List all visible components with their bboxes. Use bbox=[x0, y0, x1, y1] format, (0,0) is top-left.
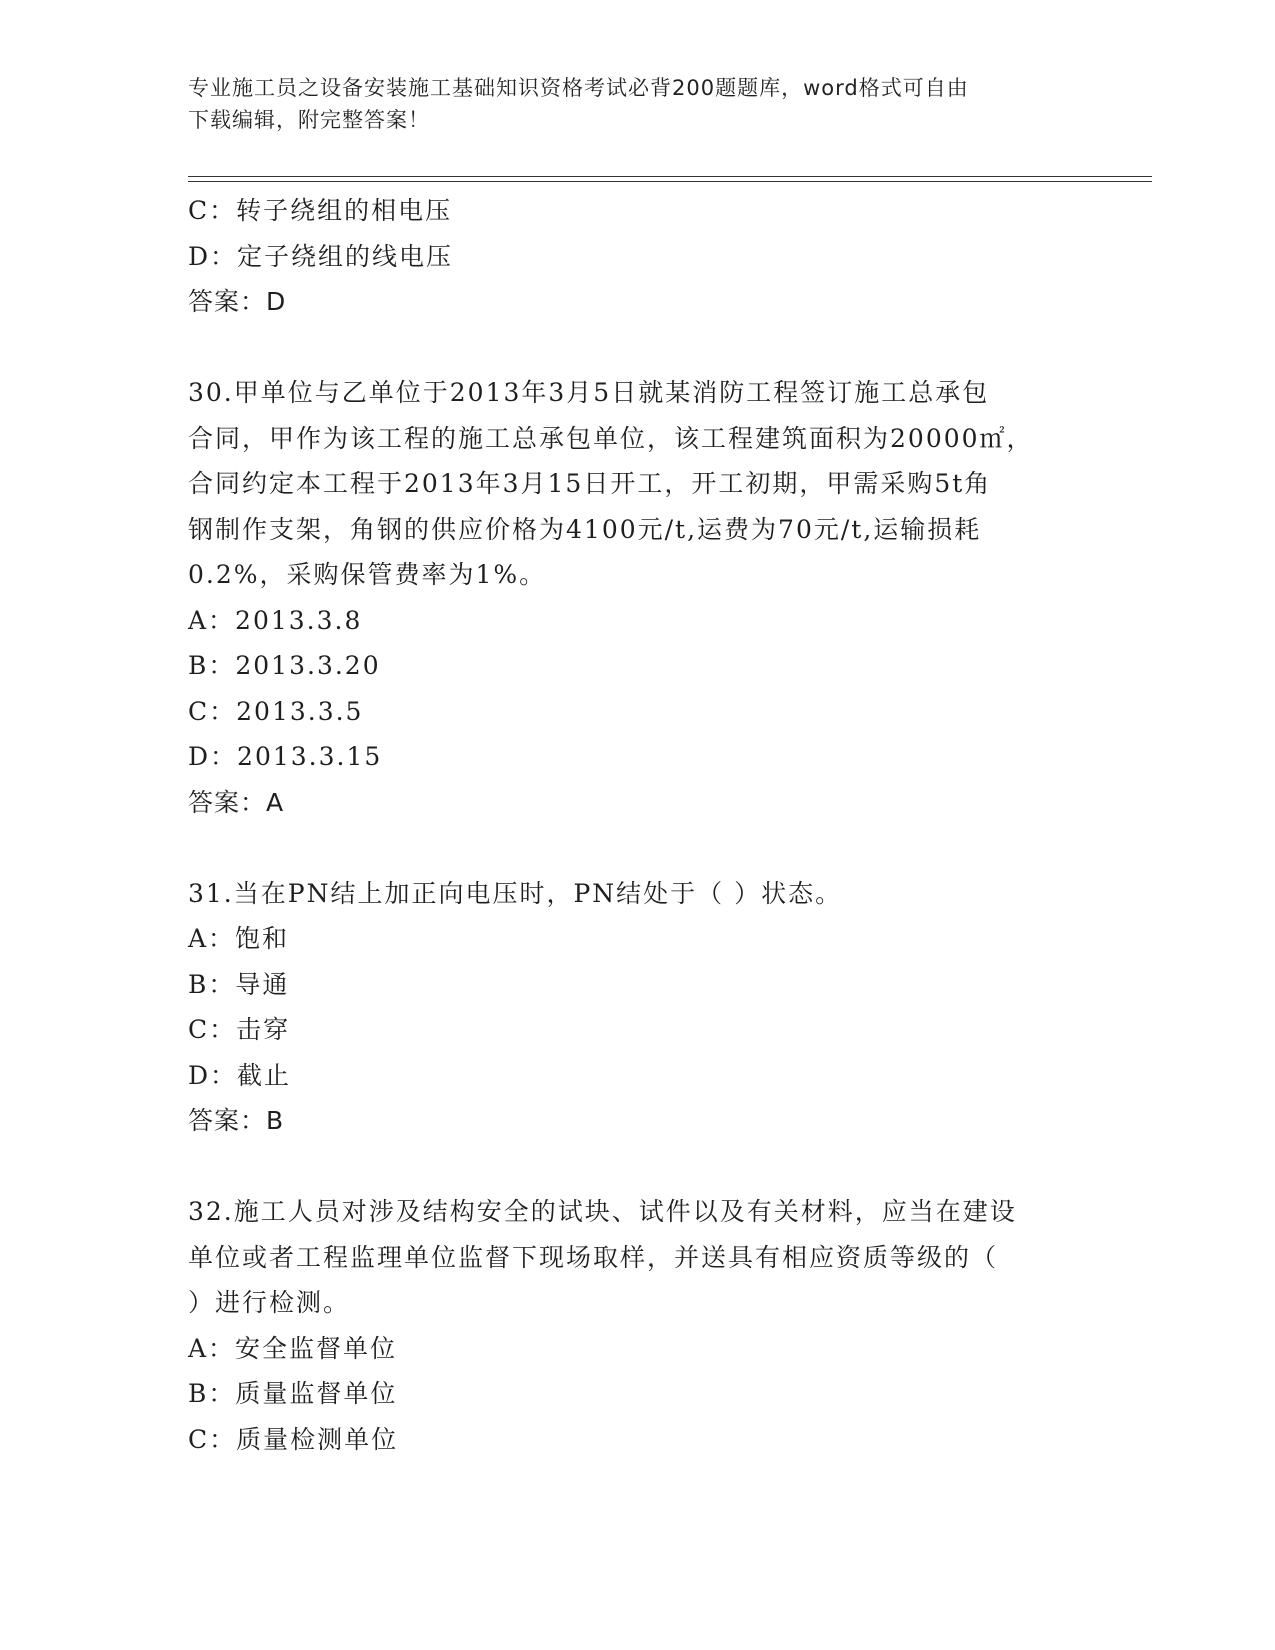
q30-option-c: C：2013.3.5 bbox=[188, 696, 364, 726]
question-31 bbox=[188, 871, 1088, 1144]
q31-option-b: B：导通 bbox=[188, 969, 290, 999]
header-line-2: 下载编辑，附完整答案！ bbox=[188, 108, 430, 132]
question-30 bbox=[188, 370, 1088, 825]
q30-text-line-4: 钢制作支架，角钢的供应价格为4100元/t,运费为70元/t,运输损耗 bbox=[188, 514, 982, 544]
document-header bbox=[188, 72, 1068, 136]
header-divider-bottom bbox=[188, 181, 1152, 182]
prev-option-d: D：定子绕组的线电压 bbox=[188, 241, 454, 271]
q32-text-line-3: ）进行检测。 bbox=[188, 1288, 351, 1317]
q31-option-a: A：饱和 bbox=[188, 924, 290, 953]
q30-option-d: D：2013.3.15 bbox=[188, 742, 383, 771]
q32-text-line-1: 32.施工人员对涉及结构安全的试块、试件以及有关材料，应当在建设 bbox=[188, 1197, 1017, 1226]
q32-option-c: C：质量检测单位 bbox=[188, 1424, 399, 1454]
q31-answer: 答案：B bbox=[188, 1106, 285, 1135]
question-list bbox=[188, 188, 1088, 1462]
header-line-1: 专业施工员之设备安装施工基础知识资格考试必背200题题库，word格式可自由 bbox=[188, 76, 969, 100]
prev-option-c: C：转子绕组的相电压 bbox=[188, 196, 453, 225]
q30-text-line-2: 合同，甲作为该工程的施工总承包单位，该工程建筑面积为20000㎡， bbox=[188, 423, 1034, 453]
prev-answer: 答案：D bbox=[188, 287, 287, 316]
spacer bbox=[188, 1144, 1088, 1190]
q30-text-line-5: 0.2%，采购保管费率为1%。 bbox=[188, 560, 547, 589]
q30-text-line-1: 30.甲单位与乙单位于2013年3月5日就某消防工程签订施工总承包 bbox=[188, 378, 990, 407]
q30-option-a: A：2013.3.8 bbox=[188, 605, 363, 635]
spacer bbox=[188, 825, 1088, 871]
q31-text: 31.当在PN结上加正向电压时，PN结处于（ ）状态。 bbox=[188, 878, 843, 908]
q31-option-c: C：击穿 bbox=[188, 1015, 291, 1044]
q32-option-b: B：质量监督单位 bbox=[188, 1379, 398, 1408]
q31-option-d: D：截止 bbox=[188, 1060, 292, 1090]
q32-option-a: A：安全监督单位 bbox=[188, 1333, 398, 1363]
q30-answer: 答案：A bbox=[188, 787, 285, 817]
header-divider-top bbox=[188, 176, 1152, 177]
q30-option-b: B：2013.3.20 bbox=[188, 651, 381, 680]
q30-text-line-3: 合同约定本工程于2013年3月15日开工，开工初期，甲需采购5t角 bbox=[188, 469, 992, 498]
q32-text-line-2: 单位或者工程监理单位监督下现场取样，并送具有相应资质等级的（ bbox=[188, 1242, 999, 1272]
question-32 bbox=[188, 1189, 1088, 1462]
spacer bbox=[188, 325, 1088, 371]
